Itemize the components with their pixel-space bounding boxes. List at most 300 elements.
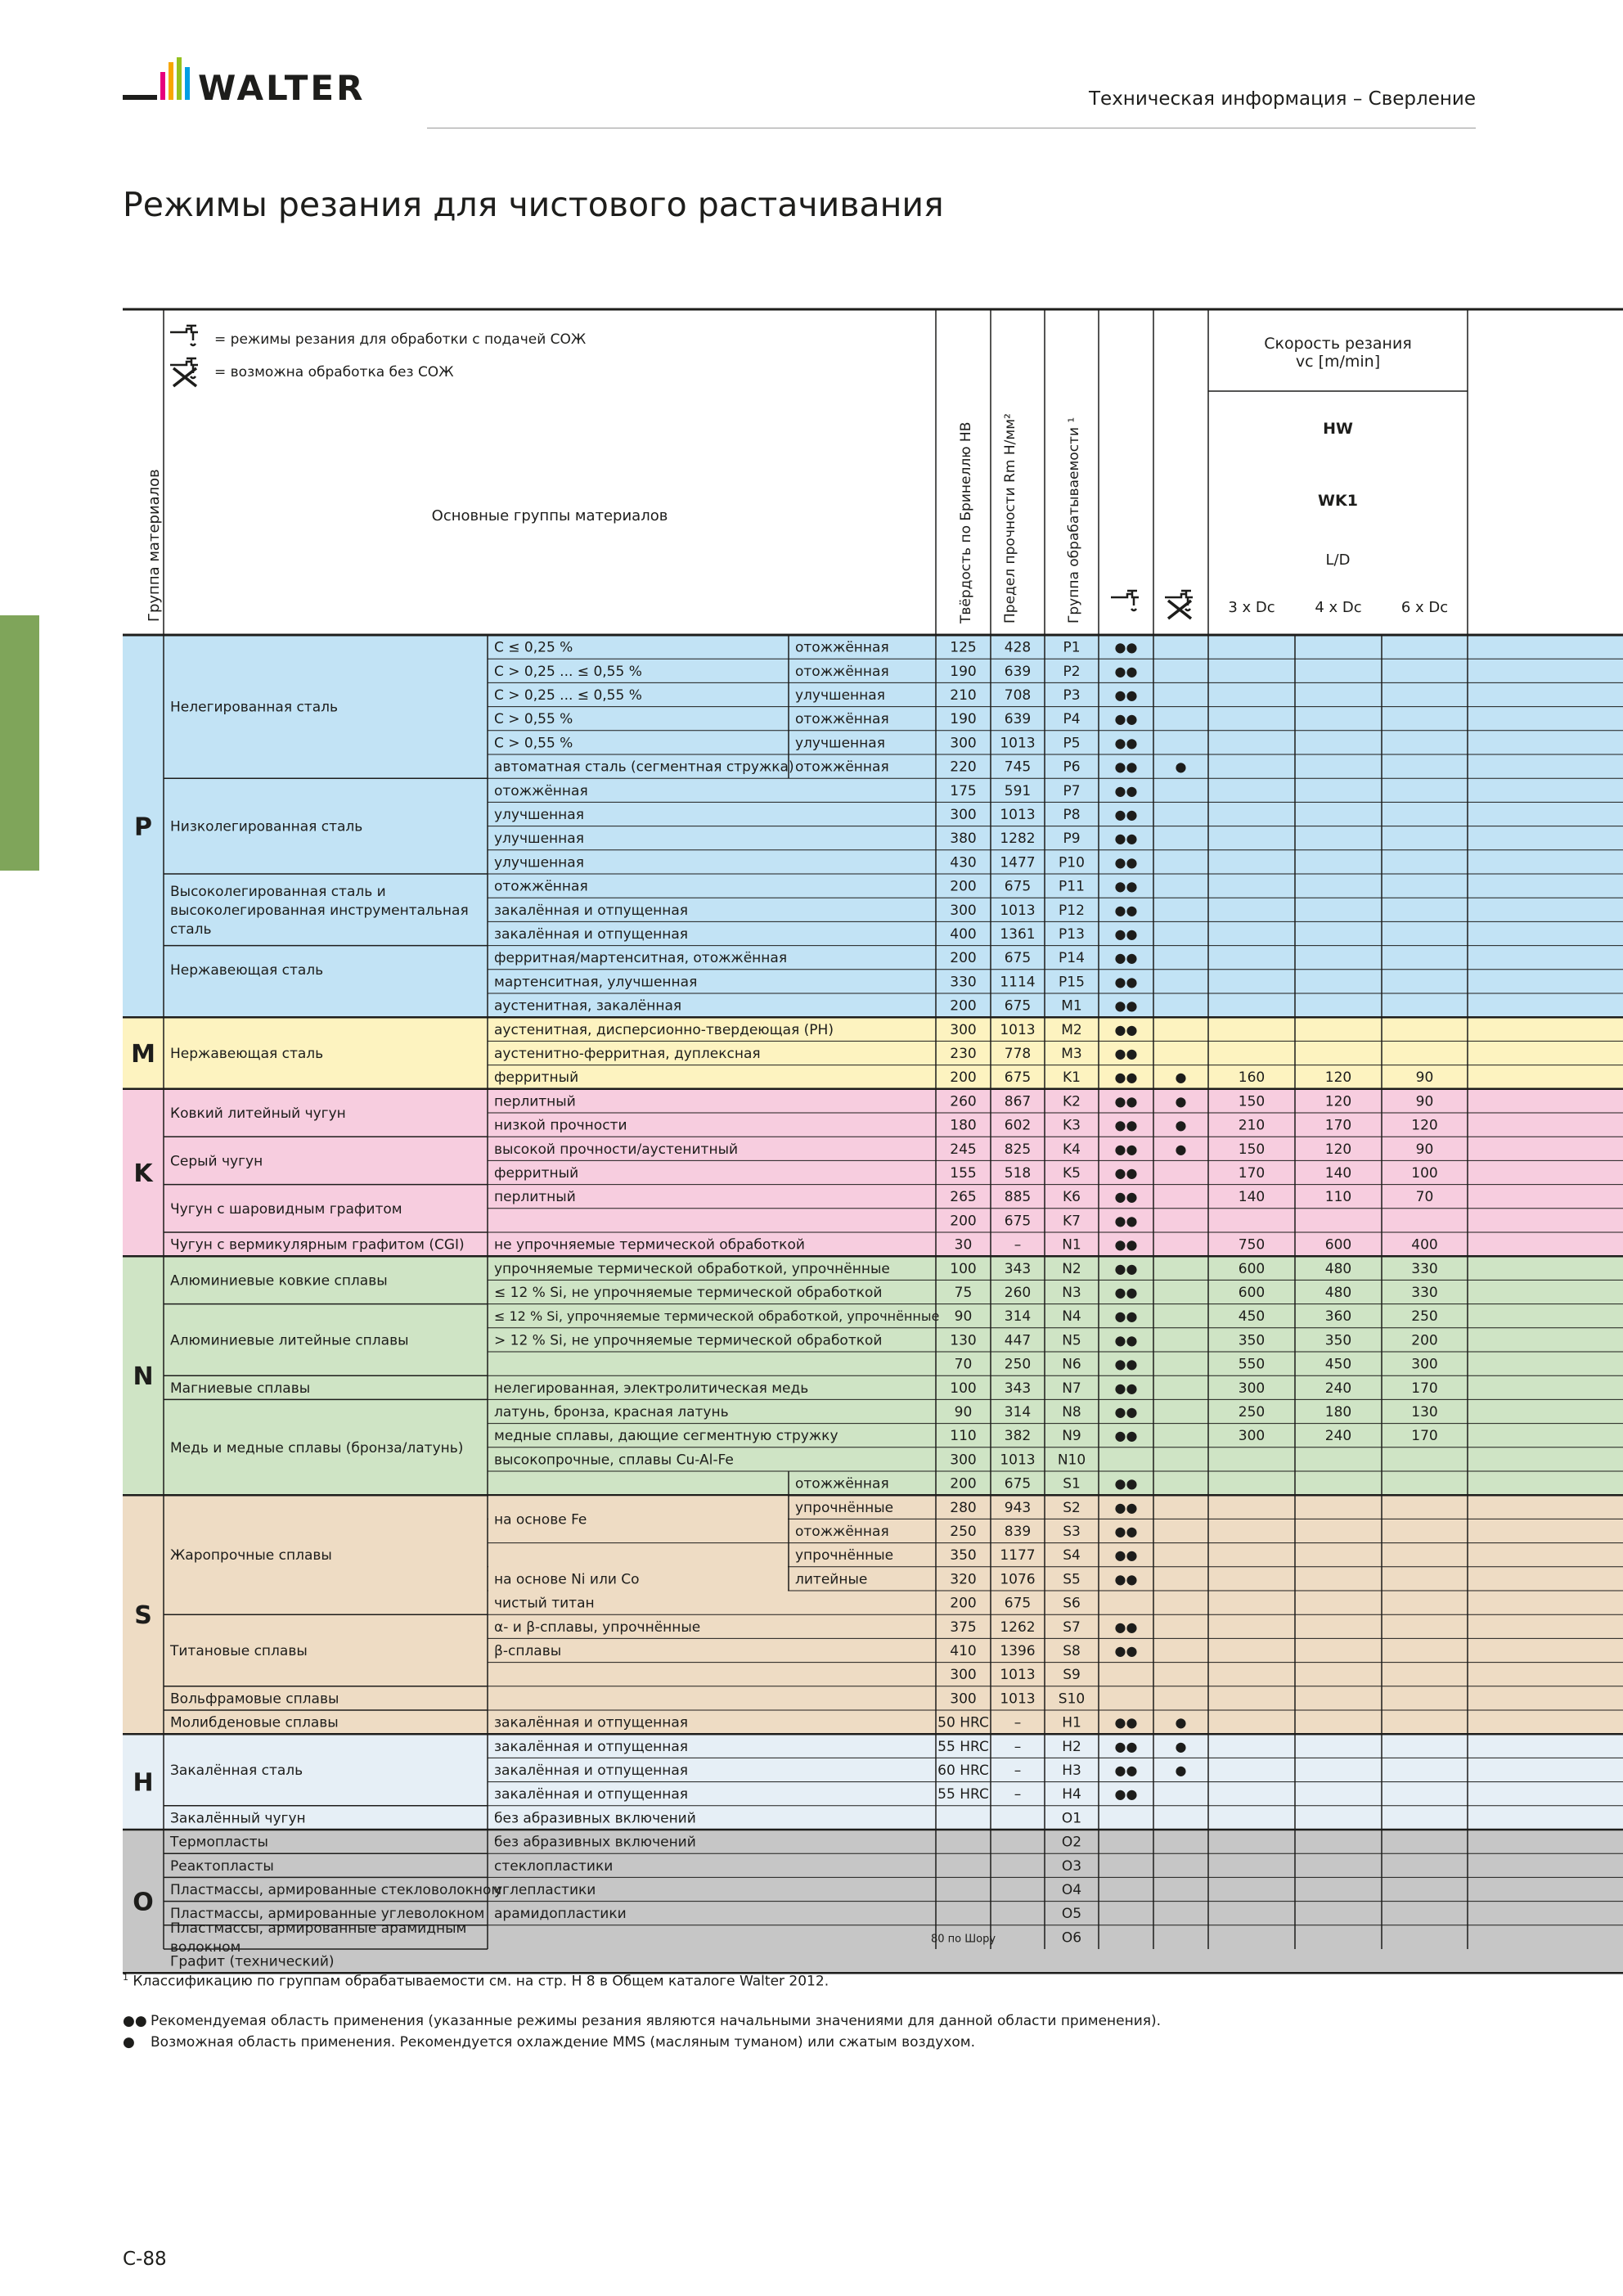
col-header-grade: HW: [1323, 420, 1353, 438]
page-title: Режимы резания для чистового растачивания: [123, 185, 944, 224]
material-state: отожжённая: [795, 759, 889, 776]
machinability-group: K4: [1063, 1141, 1081, 1158]
coolant-mark: ●●: [1114, 1404, 1138, 1420]
tensile-value: 639: [1004, 711, 1032, 728]
speed-6xd: 100: [1411, 1165, 1438, 1182]
hardness-value: 300: [950, 1667, 977, 1684]
coolant-mark: ●●: [1114, 1643, 1138, 1659]
tensile-value: 382: [1004, 1428, 1032, 1445]
subgroup-name: Нелегированная сталь: [170, 699, 339, 716]
col-header-tool: WK1: [1318, 492, 1358, 510]
coolant-mark: ●●: [1114, 1786, 1138, 1803]
group-letter: H: [133, 1768, 154, 1798]
machinability-group: H4: [1062, 1786, 1081, 1803]
hardness-value: 180: [950, 1117, 977, 1134]
tensile-value: 1262: [1000, 1618, 1036, 1636]
material-desc: C > 0,55 %: [494, 735, 573, 752]
material-desc: мартенситная, улучшенная: [494, 974, 698, 991]
coolant-mark: ●●: [1114, 878, 1138, 894]
group-letter: K: [133, 1159, 153, 1188]
speed-6xd: 400: [1411, 1236, 1438, 1254]
speed-3xd: 600: [1238, 1260, 1266, 1277]
tensile-value: 1013: [1000, 1690, 1036, 1708]
dry-mark: ●: [1175, 1714, 1187, 1731]
machinability-group: P4: [1063, 711, 1081, 728]
machinability-group: S5: [1063, 1571, 1081, 1588]
hardness-value: 320: [950, 1571, 977, 1588]
subgroup-name: Магниевые сплавы: [170, 1380, 311, 1397]
coolant-mark: ●●: [1114, 1475, 1138, 1492]
speed-4xd: 110: [1324, 1189, 1352, 1206]
material-desc: α- и β-сплавы, упрочнённые: [494, 1618, 701, 1636]
machinability-group: S10: [1058, 1690, 1086, 1708]
coolant-mark: ●●: [1114, 1428, 1138, 1444]
material-desc: C > 0,55 %: [494, 711, 573, 728]
speed-6xd: 130: [1411, 1404, 1438, 1420]
hardness-value: 130: [950, 1332, 977, 1349]
coolant-mark: ●●: [1114, 735, 1138, 751]
tensile-value: 675: [1004, 1595, 1032, 1612]
hardness-value: 60 HRC: [937, 1763, 989, 1779]
subgroup-name: Термопласты: [170, 1834, 268, 1851]
hardness-value: 90: [954, 1404, 973, 1420]
subgroup-name: Жаропрочные сплавы: [170, 1547, 332, 1564]
dry-icon: [170, 358, 198, 386]
machinability-group: M3: [1061, 1046, 1082, 1062]
dry-mark: ●: [1175, 1141, 1187, 1157]
hardness-value: 375: [950, 1618, 977, 1636]
col-header-machinability: Группа обрабатываемости ¹: [1066, 416, 1082, 624]
speed-3xd: 750: [1238, 1236, 1266, 1254]
material-state: отожжённая: [795, 1475, 889, 1492]
material-state: отожжённая: [795, 711, 889, 728]
material-desc: ферритный: [494, 1165, 579, 1182]
tensile-value: 1013: [1000, 807, 1036, 823]
material-desc: низкой прочности: [494, 1117, 627, 1134]
speed-4xd: 360: [1324, 1308, 1352, 1326]
speed-4xd: 600: [1324, 1236, 1352, 1254]
speed-4xd: 480: [1324, 1260, 1352, 1277]
speed-6xd: 70: [1415, 1189, 1434, 1206]
hardness-value: 200: [950, 1475, 977, 1492]
subgroup-name: Нержавеющая сталь: [170, 1046, 324, 1062]
speed-6xd: 330: [1411, 1260, 1438, 1277]
hardness-value: 230: [950, 1046, 977, 1062]
coolant-mark: ●●: [1114, 1213, 1138, 1229]
machinability-group: P2: [1063, 663, 1081, 680]
tensile-value: –: [1014, 1236, 1022, 1254]
hardness-value: 350: [950, 1547, 977, 1564]
coolant-mark: ●●: [1114, 1571, 1138, 1587]
machinability-group: N10: [1057, 1452, 1086, 1469]
machinability-group: S4: [1063, 1547, 1081, 1564]
material-state: литейные: [795, 1571, 868, 1588]
hardness-value: 200: [950, 950, 977, 967]
subgroup-name: сталь: [170, 921, 212, 938]
dry-mark: ●: [1175, 1763, 1187, 1778]
hardness-value: 110: [950, 1428, 977, 1445]
tensile-value: 260: [1004, 1285, 1032, 1301]
tensile-value: 591: [1004, 782, 1032, 799]
tensile-value: 1013: [1000, 1452, 1036, 1469]
tensile-value: 825: [1004, 1141, 1032, 1158]
machinability-group: N8: [1062, 1404, 1081, 1420]
machinability-group: O5: [1061, 1906, 1082, 1923]
col-header-tensile: Предел прочности Rm Н/мм²: [1002, 413, 1018, 624]
footnote-3: [123, 2034, 975, 2051]
machinability-group: K3: [1063, 1117, 1081, 1134]
coolant-mark: ●●: [1114, 1165, 1138, 1181]
col-header-4xd: 4 x Dc: [1315, 599, 1362, 616]
coolant-mark: ●●: [1114, 1356, 1138, 1372]
hardness-value: 200: [950, 1595, 977, 1612]
material-state: упрочнённые: [795, 1547, 894, 1564]
dry-mark: ●: [1175, 1093, 1187, 1110]
split-text: на основе Ni или Co: [494, 1571, 640, 1588]
material-desc: ферритный: [494, 1069, 579, 1087]
speed-4xd: 170: [1324, 1117, 1352, 1134]
coolant-mark: ●●: [1114, 1738, 1138, 1754]
material-desc: отожжённая: [494, 782, 588, 799]
material-desc: высокопрочные, сплавы Cu-Al-Fe: [494, 1452, 734, 1469]
material-desc: C > 0,25 ... ≤ 0,55 %: [494, 687, 642, 704]
coolant-mark: ●●: [1114, 1046, 1138, 1061]
footnote-2-text: Рекомендуемая область применения (указанные режимы резания являются начальными значениями для данной области применения).: [151, 2013, 1162, 2029]
machinability-group: K5: [1063, 1165, 1081, 1182]
hardness-value: 100: [950, 1260, 977, 1277]
tensile-value: –: [1014, 1714, 1022, 1731]
coolant-mark: ●●: [1114, 950, 1138, 966]
hardness-value: 400: [950, 926, 977, 943]
coolant-mark: ●●: [1114, 902, 1138, 918]
subgroup-name: Чугун с вермикулярным графитом (CGI): [170, 1236, 465, 1254]
tensile-value: –: [1014, 1763, 1022, 1779]
material-desc: β-сплавы: [494, 1643, 562, 1659]
hardness-value: 260: [950, 1093, 977, 1110]
material-desc: арамидопластики: [494, 1906, 627, 1923]
material-desc: аустенитная, дисперсионно-твердеющая (PH): [494, 1021, 834, 1038]
speed-4xd: 480: [1324, 1285, 1352, 1301]
material-desc: закалённая и отпущенная: [494, 1763, 689, 1779]
subgroup-name: Реактопласты: [170, 1857, 274, 1875]
machinability-group: P15: [1059, 974, 1085, 991]
material-desc: закалённая и отпущенная: [494, 926, 689, 943]
machinability-group: K1: [1063, 1069, 1081, 1087]
coolant-col-icon: [1111, 591, 1139, 610]
footnote-1-mark: 1: [123, 1972, 128, 1983]
material-desc: закалённая и отпущенная: [494, 902, 689, 919]
hardness-value: 300: [950, 1452, 977, 1469]
tensile-value: 639: [1004, 663, 1032, 680]
hardness-value: 200: [950, 878, 977, 895]
speed-3xd: 450: [1238, 1308, 1266, 1326]
speed-4xd: 350: [1324, 1332, 1352, 1349]
machinability-group: K2: [1063, 1093, 1081, 1110]
coolant-mark: ●●: [1114, 639, 1138, 655]
tensile-value: 428: [1004, 639, 1032, 656]
dry-mark: ●: [1175, 1738, 1187, 1754]
material-desc: отожжённая: [494, 878, 588, 895]
col-header-6xd: 6 x Dc: [1400, 599, 1449, 616]
material-desc: автоматная сталь (сегментная стружка): [494, 759, 794, 776]
hardness-value: 300: [950, 902, 977, 919]
coolant-mark: ●●: [1114, 926, 1138, 942]
machinability-group: O1: [1061, 1810, 1082, 1827]
tensile-value: 1076: [1000, 1571, 1036, 1588]
machinability-group: K6: [1063, 1189, 1081, 1206]
coolant-mark: ●●: [1114, 1285, 1138, 1300]
machinability-group: O6: [1061, 1929, 1082, 1947]
machinability-group: N1: [1062, 1236, 1081, 1254]
coolant-mark: ●●: [1114, 782, 1138, 799]
coolant-mark: ●●: [1114, 997, 1138, 1014]
group-letter: P: [134, 813, 152, 842]
group-letter: M: [131, 1040, 155, 1069]
machinability-group: O3: [1061, 1857, 1082, 1875]
subgroup-name: Серый чугун: [170, 1153, 263, 1170]
hardness-value: 55 HRC: [937, 1738, 989, 1755]
tensile-value: 1013: [1000, 902, 1036, 919]
material-state: упрочнённые: [795, 1499, 894, 1516]
subgroup-name: Чугун с шаровидным графитом: [170, 1200, 402, 1218]
coolant-mark: ●●: [1114, 711, 1138, 727]
machinability-group: M2: [1061, 1021, 1082, 1038]
material-desc: закалённая и отпущенная: [494, 1738, 689, 1755]
speed-6xd: 330: [1411, 1285, 1438, 1301]
dry-col-icon: [1165, 591, 1193, 619]
machinability-group: S3: [1063, 1524, 1081, 1540]
col-header-3xd: 3 x Dc: [1228, 599, 1275, 616]
tensile-value: 1013: [1000, 1667, 1036, 1684]
speed-3xd: 300: [1238, 1380, 1266, 1397]
hardness-value: 155: [950, 1165, 977, 1182]
hardness-value: 300: [950, 735, 977, 752]
tensile-value: 314: [1004, 1404, 1032, 1420]
speed-6xd: 90: [1415, 1069, 1434, 1087]
coolant-mark: ●●: [1114, 807, 1138, 822]
subgroup-name: Низколегированная сталь: [170, 818, 363, 835]
coolant-mark: ●●: [1114, 831, 1138, 847]
tensile-value: 675: [1004, 950, 1032, 967]
tensile-value: –: [1014, 1786, 1022, 1803]
hardness-value: 380: [950, 831, 977, 848]
material-desc: закалённая и отпущенная: [494, 1786, 689, 1803]
material-desc: без абразивных включений: [494, 1810, 696, 1827]
material-desc: аустенитно-ферритная, дуплексная: [494, 1046, 761, 1062]
hardness-value: 210: [950, 687, 977, 704]
col-header-hardness: Твёрдость по Бринеллю HB: [958, 421, 974, 624]
subgroup-name: Нержавеющая сталь: [170, 961, 324, 979]
coolant-mark: ●●: [1114, 1069, 1138, 1086]
subgroup-name: высоколегированная инструментальная: [170, 902, 469, 919]
group-letter: S: [134, 1601, 152, 1631]
speed-4xd: 140: [1324, 1165, 1352, 1182]
speed-3xd: 350: [1238, 1332, 1266, 1349]
machinability-group: N3: [1062, 1285, 1081, 1301]
hardness-value: 300: [950, 1690, 977, 1708]
tensile-value: 314: [1004, 1308, 1032, 1326]
machinability-group: H2: [1062, 1738, 1081, 1755]
hardness-value: 175: [950, 782, 977, 799]
tensile-value: 343: [1004, 1260, 1032, 1277]
legend-coolant: = режимы резания для обработки с подачей СОЖ: [214, 331, 587, 348]
coolant-mark: ●●: [1114, 1093, 1138, 1110]
coolant-mark: ●●: [1114, 1189, 1138, 1205]
hardness-value: 70: [954, 1356, 973, 1373]
speed-6xd: 90: [1415, 1141, 1434, 1158]
tensile-value: 708: [1004, 687, 1032, 704]
tensile-value: 518: [1004, 1165, 1032, 1182]
hardness-value: 430: [950, 854, 977, 871]
hardness-value: 200: [950, 997, 977, 1015]
tensile-value: 602: [1004, 1117, 1032, 1134]
subgroup-name: Молибденовые сплавы: [170, 1714, 339, 1731]
tensile-value: 839: [1004, 1524, 1032, 1540]
hardness-value: 330: [950, 974, 977, 991]
tensile-value: 867: [1004, 1093, 1032, 1110]
material-desc: ферритная/мартенситная, отожжённая: [494, 950, 788, 967]
machinability-group: P3: [1063, 687, 1081, 704]
footnote-1: [123, 1972, 829, 1990]
page-number: C-88: [123, 2249, 167, 2270]
machinability-group: P11: [1059, 878, 1085, 895]
material-desc: аустенитная, закалённая: [494, 997, 682, 1015]
coolant-mark: ●●: [1114, 1117, 1138, 1133]
hardness-value: 75: [954, 1285, 973, 1301]
legend-dry: = возможна обработка без СОЖ: [214, 364, 454, 380]
material-desc: чистый титан: [494, 1595, 595, 1612]
subgroup-name: Ковкий литейный чугун: [170, 1105, 346, 1122]
speed-6xd: 170: [1411, 1380, 1438, 1397]
machinability-group: P8: [1063, 807, 1081, 823]
header-title: Техническая информация – Сверление: [1089, 88, 1476, 110]
material-state: улучшенная: [795, 735, 885, 752]
tensile-value: 778: [1004, 1046, 1032, 1062]
group-letter: O: [133, 1888, 154, 1917]
subgroup-name: Пластмассы, армированные стекловолокном: [170, 1882, 502, 1898]
material-desc: перлитный: [494, 1093, 576, 1110]
footnote-2: [123, 2013, 1161, 2029]
machinability-group: P6: [1063, 759, 1081, 776]
subgroup-name: Вольфрамовые сплавы: [170, 1690, 339, 1708]
tensile-value: –: [1014, 1738, 1022, 1755]
machinability-group: S1: [1063, 1475, 1081, 1492]
col-header-main: Основные группы материалов: [431, 507, 668, 524]
tensile-value: 943: [1004, 1499, 1032, 1516]
machinability-group: S6: [1063, 1595, 1081, 1612]
machinability-group: M1: [1061, 997, 1082, 1015]
subgroup-name: Пластмассы, армированные углеволокном: [170, 1906, 485, 1923]
subgroup-name: Высоколегированная сталь и: [170, 883, 386, 900]
speed-3xd: 170: [1238, 1165, 1266, 1182]
group-letter: N: [133, 1362, 154, 1392]
split-text: на основе Fe: [494, 1511, 587, 1528]
footnote-1-text: Классификацию по группам обрабатываемости см. на стр. H 8 в Общем каталоге Walter 2012.: [133, 1973, 829, 1990]
tensile-value: 675: [1004, 1475, 1032, 1492]
speed-3xd: 150: [1238, 1141, 1266, 1158]
footnote-3-text: Возможная область применения. Рекомендуется охлаждение MMS (масляным туманом) или сжатым воздухом.: [151, 2034, 976, 2051]
material-desc: не упрочняемые термической обработкой: [494, 1236, 805, 1254]
machinability-group: N4: [1062, 1308, 1081, 1326]
hardness-value: 90: [954, 1308, 973, 1326]
speed-3xd: 550: [1238, 1356, 1266, 1373]
material-desc: стеклопластики: [494, 1857, 614, 1875]
machinability-group: N9: [1062, 1428, 1081, 1445]
coolant-mark: ●●: [1114, 1332, 1138, 1348]
hardness-value: 220: [950, 759, 977, 776]
machinability-group: P5: [1063, 735, 1081, 752]
hardness-value: 50 HRC: [937, 1714, 989, 1731]
tensile-value: 675: [1004, 1069, 1032, 1087]
hardness-value: 55 HRC: [937, 1786, 989, 1803]
speed-3xd: 300: [1238, 1428, 1266, 1445]
speed-6xd: 90: [1415, 1093, 1434, 1110]
hardness-value: 265: [950, 1189, 977, 1206]
tensile-value: 675: [1004, 997, 1032, 1015]
tensile-value: 343: [1004, 1380, 1032, 1397]
coolant-mark: ●●: [1114, 1547, 1138, 1564]
col-header-group: Группа материалов: [146, 469, 163, 622]
machinability-group: N5: [1062, 1332, 1081, 1349]
speed-6xd: 250: [1411, 1308, 1438, 1326]
coolant-mark: ●●: [1114, 663, 1138, 679]
tensile-value: 1361: [1000, 926, 1036, 943]
hardness-value: 300: [950, 807, 977, 823]
tensile-value: 675: [1004, 878, 1032, 895]
coolant-mark: ●●: [1114, 1021, 1138, 1038]
machinability-group: N6: [1062, 1356, 1081, 1373]
subgroup-name: Алюминиевые литейные сплавы: [170, 1332, 409, 1349]
coolant-mark: ●●: [1114, 759, 1138, 775]
group-band-M: [123, 1017, 1623, 1089]
speed-6xd: 200: [1411, 1332, 1438, 1349]
material-state: отожжённая: [795, 663, 889, 680]
tensile-value: 447: [1004, 1332, 1032, 1349]
machinability-group: P14: [1059, 950, 1085, 967]
coolant-mark: ●●: [1114, 1380, 1138, 1396]
machinability-group: S7: [1063, 1618, 1081, 1636]
speed-3xd: 210: [1238, 1117, 1266, 1134]
coolant-mark: ●●: [1114, 1763, 1138, 1778]
subgroup-name: Графит (технический): [170, 1953, 335, 1970]
material-desc: перлитный: [494, 1189, 576, 1206]
machinability-group: N2: [1062, 1260, 1081, 1277]
tensile-value: 885: [1004, 1189, 1032, 1206]
machinability-group: H3: [1062, 1763, 1081, 1779]
hardness-value: 410: [950, 1643, 977, 1659]
subgroup-name: Закалённая сталь: [170, 1763, 303, 1779]
speed-4xd: 240: [1324, 1428, 1352, 1445]
material-desc: высокой прочности/аустенитный: [494, 1141, 739, 1158]
coolant-mark: ●●: [1114, 1524, 1138, 1539]
speed-4xd: 450: [1324, 1356, 1352, 1373]
speed-4xd: 120: [1324, 1093, 1352, 1110]
material-desc: без абразивных включений: [494, 1834, 696, 1851]
subgroup-name: Титановые сплавы: [170, 1643, 308, 1659]
tensile-value: 1114: [1000, 974, 1036, 991]
tensile-value: 1396: [1000, 1643, 1036, 1659]
speed-6xd: 170: [1411, 1428, 1438, 1445]
hardness-value: 280: [950, 1499, 977, 1516]
coolant-mark: ●●: [1114, 1499, 1138, 1515]
dry-mark: ●: [1175, 1069, 1187, 1086]
material-desc: углепластики: [494, 1882, 596, 1898]
material-desc: > 12 % Si, не упрочняемые термической обработкой: [494, 1332, 883, 1349]
material-desc: улучшенная: [494, 807, 584, 823]
group-band-K: [123, 1089, 1623, 1256]
hardness-value: 200: [950, 1213, 977, 1230]
footnote-2-mark: ●●: [123, 2013, 147, 2029]
